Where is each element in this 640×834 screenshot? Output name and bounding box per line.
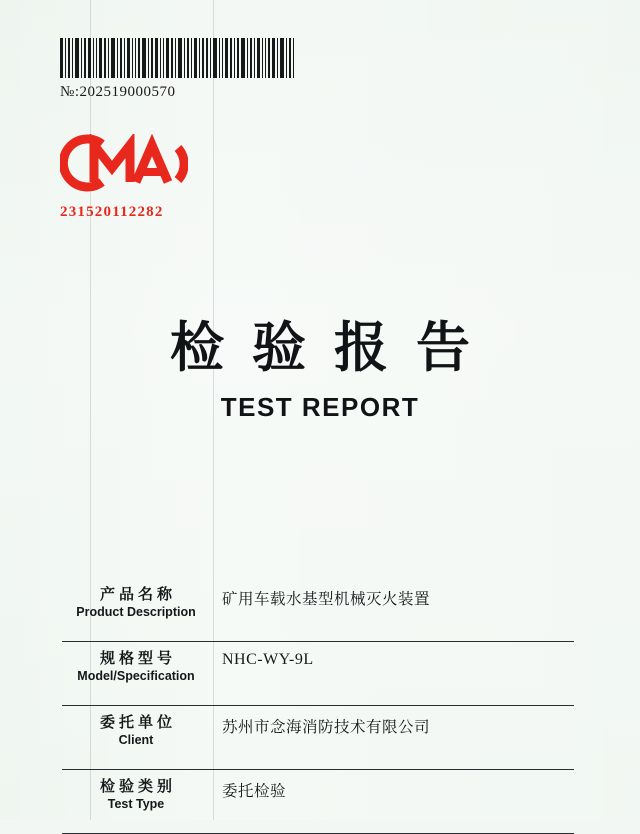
page-title-en: TEST REPORT bbox=[220, 392, 420, 422]
serial-number: №:202519000570 bbox=[60, 84, 176, 100]
field-label-cn: 检验类别 bbox=[99, 777, 176, 795]
cma-logo-icon bbox=[60, 134, 188, 192]
field-label-en: Test Type bbox=[107, 797, 165, 811]
cma-block bbox=[60, 134, 188, 221]
field-table bbox=[62, 578, 574, 834]
field-label-cn: 规格型号 bbox=[99, 649, 176, 667]
field-label-cn: 产品名称 bbox=[99, 585, 176, 603]
field-label-en: Model/Specification bbox=[77, 669, 195, 683]
cma-code: 231520112282 bbox=[60, 204, 164, 220]
field-row-client bbox=[62, 706, 574, 770]
field-label-en: Product Description bbox=[76, 605, 196, 619]
field-label-cn: 委托单位 bbox=[99, 713, 176, 731]
field-value-product-description: 矿用车载水基型机械灭火装置 bbox=[222, 590, 431, 608]
field-label-client bbox=[62, 706, 210, 748]
field-label-en: Client bbox=[118, 733, 154, 747]
field-row-model-specification bbox=[62, 642, 574, 706]
barcode-icon bbox=[60, 38, 296, 78]
serial-value: 202519000570 bbox=[79, 84, 176, 100]
field-label-test-type bbox=[62, 770, 210, 812]
field-value-test-type: 委托检验 bbox=[222, 782, 287, 800]
field-row-test-type bbox=[62, 770, 574, 834]
field-row-product-description bbox=[62, 578, 574, 642]
field-value-model-specification: NHC-WY-9L bbox=[222, 651, 314, 668]
barcode-block bbox=[60, 38, 296, 101]
field-label-product-description bbox=[62, 578, 210, 620]
serial-prefix: № bbox=[60, 84, 75, 100]
field-label-model-specification bbox=[62, 642, 210, 684]
field-value-client: 苏州市念海消防技术有限公司 bbox=[222, 718, 431, 736]
page-title-cn: 检验报告 bbox=[170, 316, 498, 379]
